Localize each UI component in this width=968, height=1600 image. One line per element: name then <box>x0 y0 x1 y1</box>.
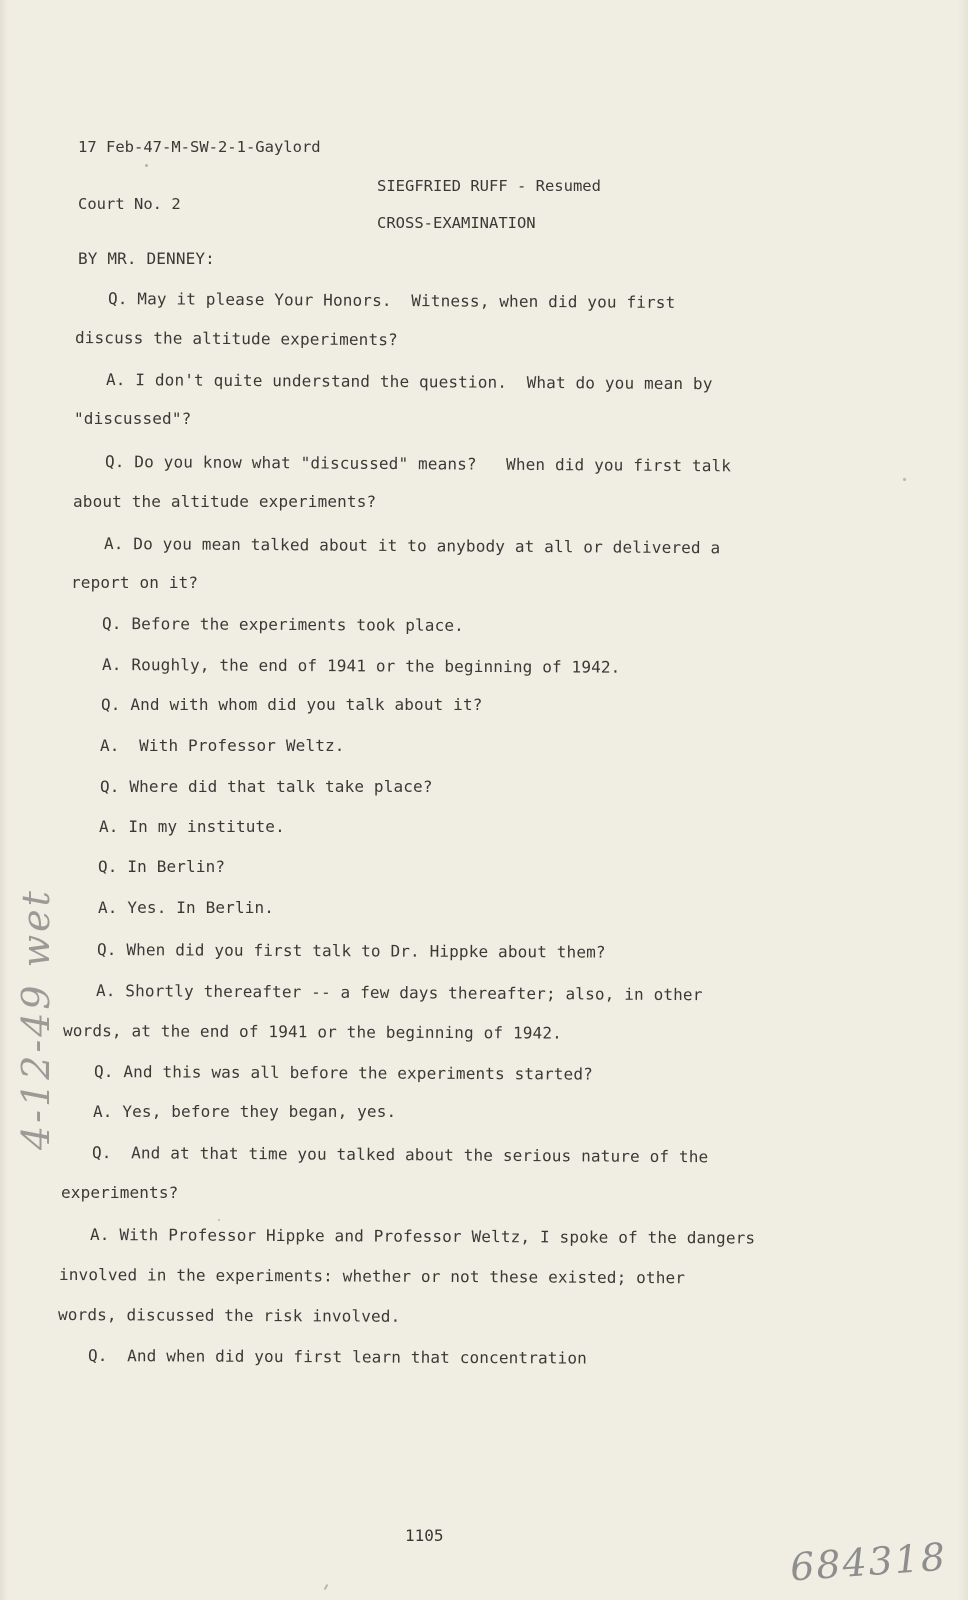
paper-speck <box>324 1584 329 1590</box>
header-date-code: 17 Feb-47-M-SW-2-1-Gaylord <box>78 138 321 156</box>
transcript-line: A. I don't quite understand the question. What do you mean by <box>105 370 713 394</box>
handwritten-document-number: 684318 <box>788 1534 949 1590</box>
transcript-line: report on it? <box>71 573 199 592</box>
transcript-line: experiments? <box>61 1183 179 1202</box>
transcript-line: "discussed"? <box>74 409 192 428</box>
transcript-line: Q. May it please Your Honors. Witness, when did you first <box>107 289 676 312</box>
paper-speck <box>903 478 906 481</box>
transcript-line: involved in the experiments: whether or not these existed; other <box>58 1265 686 1288</box>
transcript-line: A. With Professor Hippke and Professor Weltz, I spoke of the dangers <box>89 1225 756 1248</box>
transcript-line: Q. Where did that talk take place? <box>100 777 433 796</box>
transcript-line: Q. Before the experiments took place. <box>101 614 465 635</box>
transcript-line: Q. And with whom did you talk about it? <box>101 695 483 714</box>
transcript-line: A. With Professor Weltz. <box>100 736 345 755</box>
transcript-line: A. Shortly thereafter -- a few days thereafter; also, in other <box>95 981 703 1005</box>
examination-heading: CROSS-EXAMINATION <box>377 214 536 232</box>
transcript-line: Q. When did you first talk to Dr. Hippke about them? <box>96 940 606 962</box>
transcript-line: A. Do you mean talked about it to anybody at all or delivered a <box>103 534 721 558</box>
handwritten-margin-note: 4-12-49 wet <box>14 888 58 1150</box>
transcript-line: Q. And this was all before the experiments started? <box>93 1062 593 1084</box>
transcript-line: Q. In Berlin? <box>98 857 226 876</box>
transcript-line: A. Roughly, the end of 1941 or the beginning of 1942. <box>101 655 621 677</box>
transcript-line: Q. Do you know what "discussed" means? When did you first talk <box>104 452 732 476</box>
transcript-line: Q. And when did you first learn that concentration <box>87 1346 587 1368</box>
paper-speck <box>145 164 148 167</box>
transcript-line: discuss the altitude experiments? <box>74 328 398 350</box>
transcript-line: Q. And at that time you talked about the serious nature of the <box>91 1143 709 1167</box>
transcript-line: A. Yes, before they began, yes. <box>93 1102 397 1121</box>
transcript-line: A. In my institute. <box>99 817 285 836</box>
transcript-line: words, discussed the risk involved. <box>57 1305 401 1326</box>
transcript-line: about the altitude experiments? <box>73 492 377 511</box>
transcript-line: words, at the end of 1941 or the beginning of 1942. <box>62 1021 562 1043</box>
header-court-number: Court No. 2 <box>78 195 181 213</box>
examiner-line: BY MR. DENNEY: <box>78 249 215 268</box>
transcript-line: A. Yes. In Berlin. <box>98 898 275 917</box>
document-header <box>78 100 321 252</box>
page-number: 1105 <box>405 1526 444 1545</box>
paper-speck <box>218 1219 220 1221</box>
witness-heading: SIEGFRIED RUFF - Resumed <box>377 177 601 195</box>
